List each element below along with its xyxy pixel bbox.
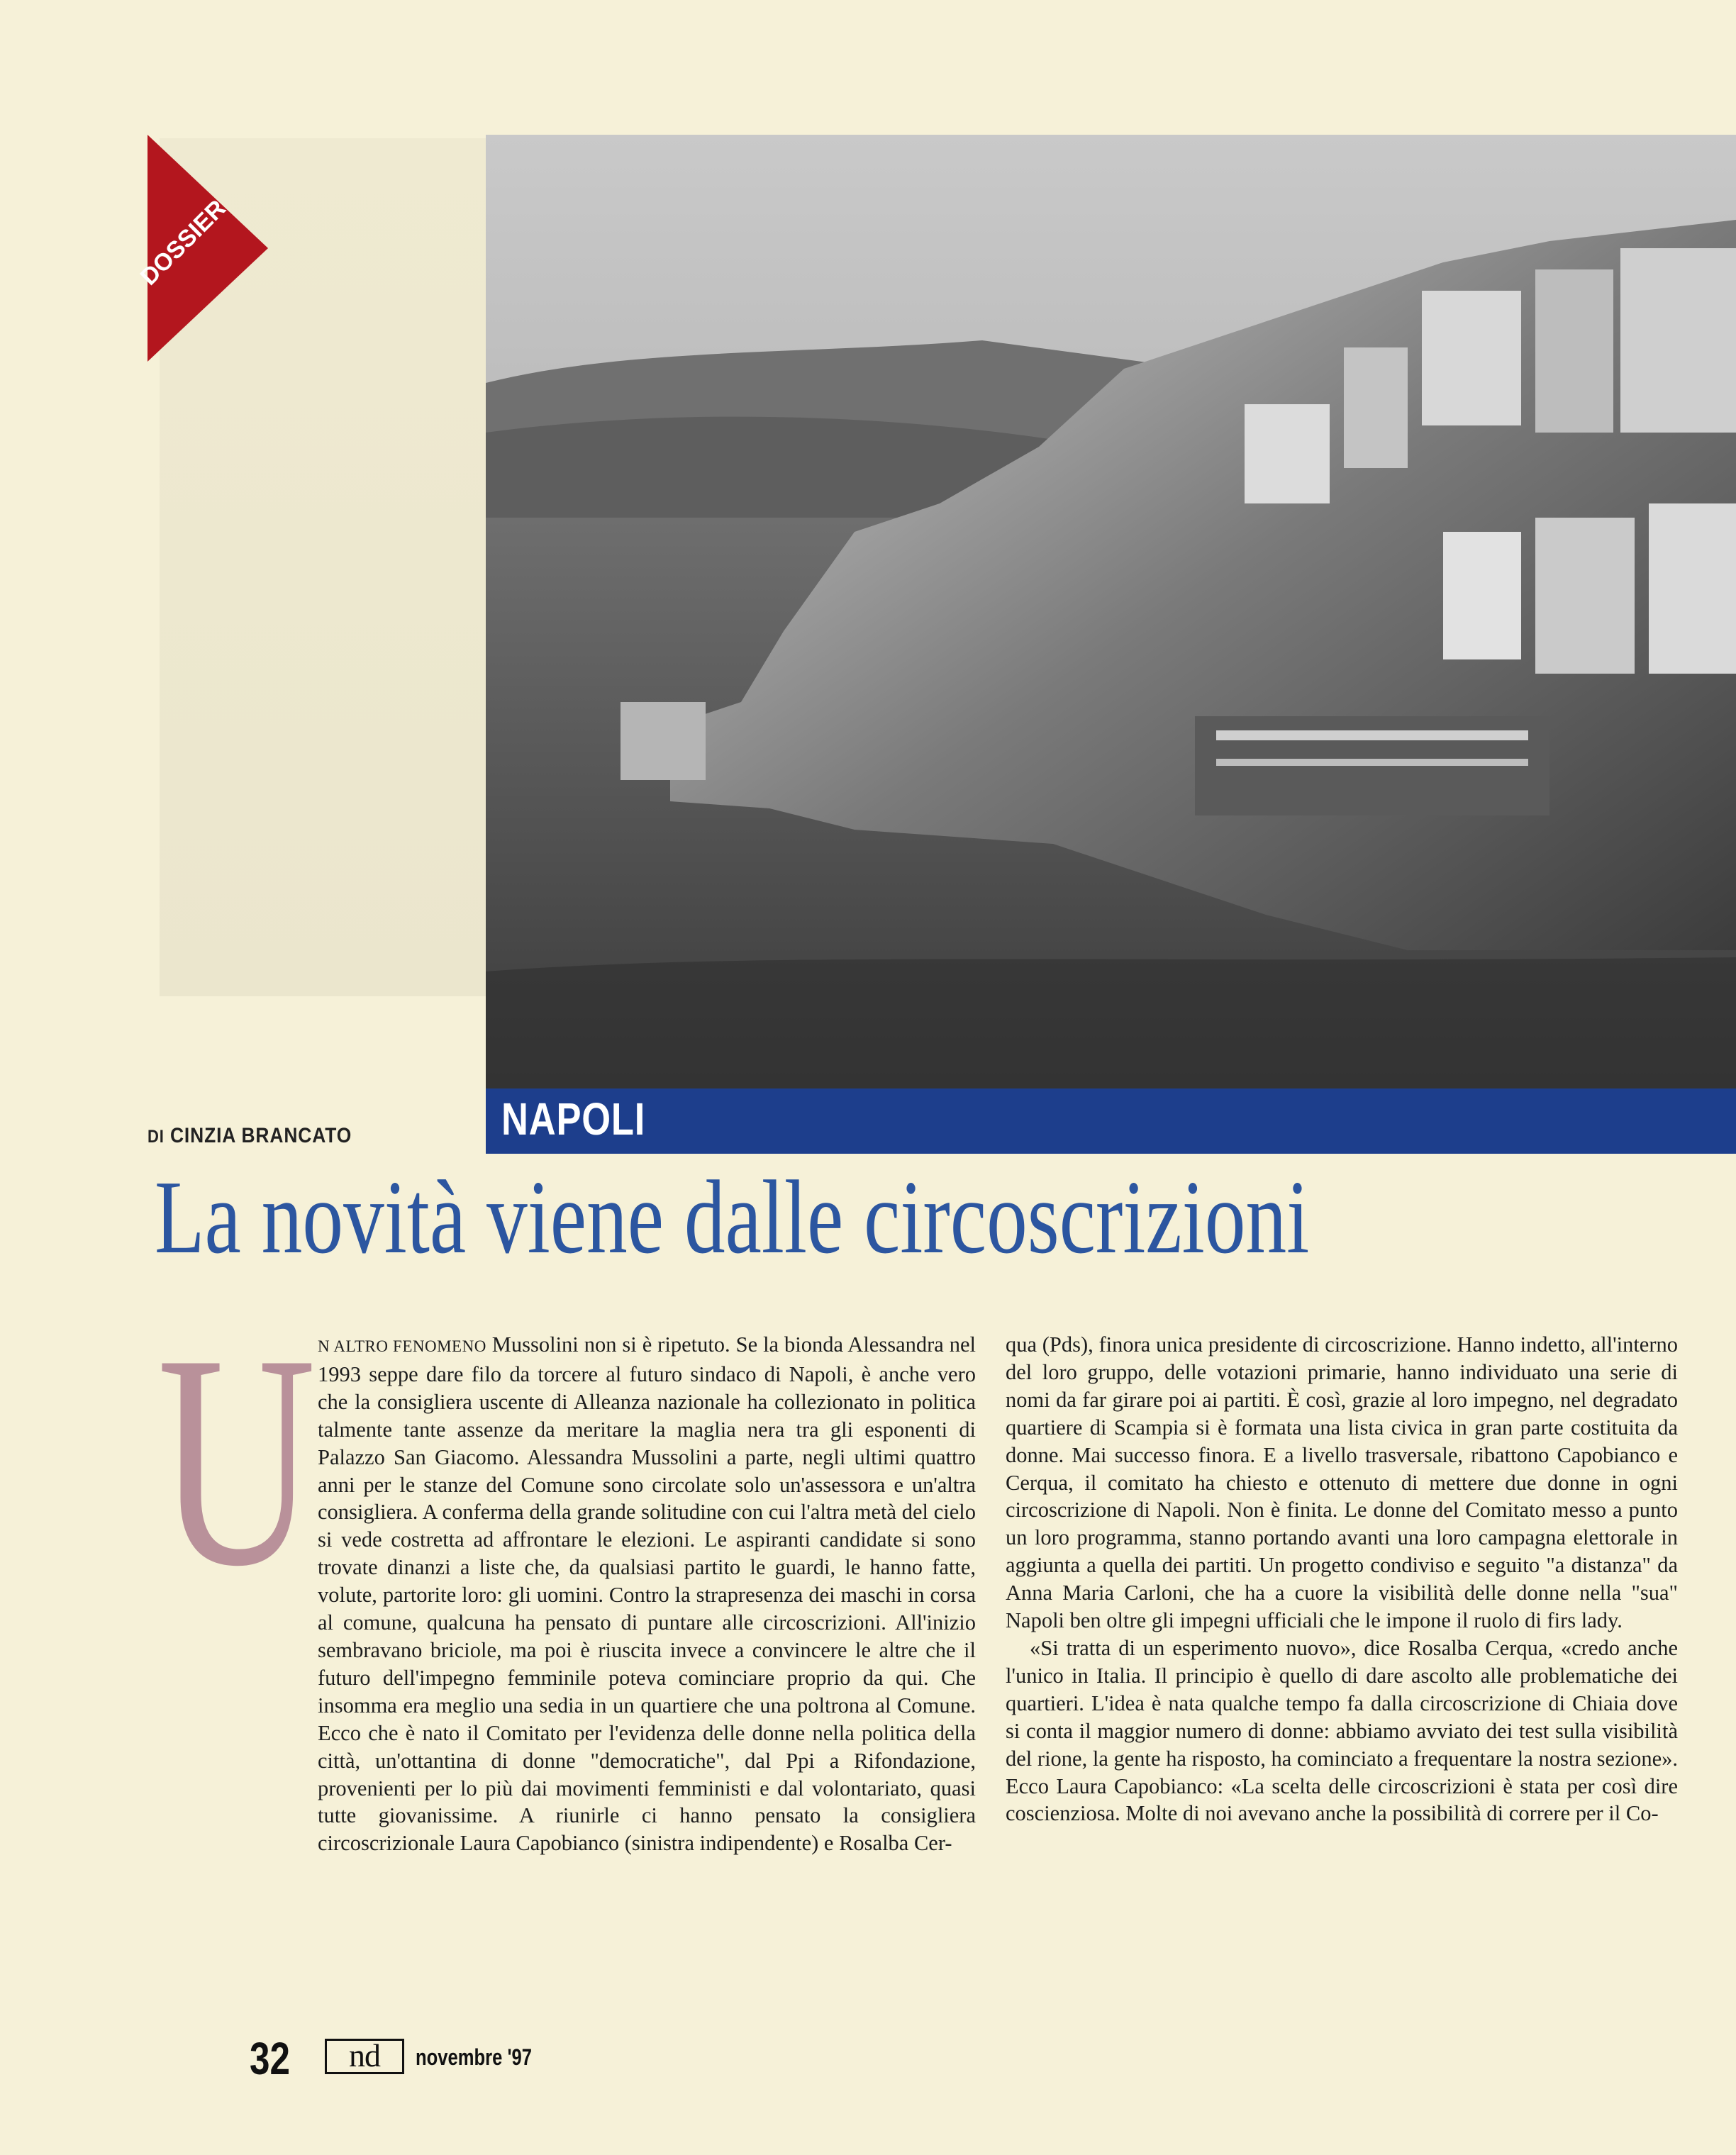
city-label: NAPOLI [501,1093,646,1145]
column-2-paragraph-1: qua (Pds), finora unica presidente di circoscrizione. Hanno indetto, all'interno del loro gruppo, delle votazioni primarie, hanno individuato una serie di nomi da far girare poi ai partiti. È così, grazie al loro impegno, nel degradato quartiere di Scampia si è formata una lista civica in gran parte costituita da donne. Mai successo finora. E a livello trasversale, ribattono Capobianco e Cerqua, il comitato ha chiesto e ottenuto di mettere due donne in ogni circoscrizione di Napoli. Non è finita. Le donne del Comitato messo a punto un loro programma, stanno portando avanti una loro campagna elettorale in aggiunta a quella dei partiti. Un progetto condiviso e seguito "a distanza" da Anna Maria Carloni, che ha a cuore la visibilità delle donne nella "sua" Napoli ben oltre gli impegni ufficiali che le impone il ruolo di firs lady. [1006,1332,1678,1633]
drop-cap: U [157,1292,316,1630]
byline [148,1124,352,1148]
article-column-2 [1006,1331,1678,1827]
headline: La novità viene dalle circoscrizioni [155,1159,1310,1276]
dossier-triangle-icon [135,135,268,362]
column-1-text: Mussolini non si è ripetuto. Se la bionda Alessandra nel 1993 seppe dare filo da torcere al futuro sindaco di Napoli, è anche vero che la consigliera uscente di Alleanza nazionale ha collezionato in politica talmente tante assenze da meritare la maglia nera tra gli esponenti di Palazzo San Giacomo. Alessandra Mussolini a parte, negli ultimi quattro anni per le stanze del Comune sono circolate solo un'assessora e un'altra consigliera. A conferma della grande solitudine con cui l'altra metà del cielo si vede costretta ad affrontare le elezioni. Le aspiranti candidate si sono trovate dinanzi a liste che, da qualsiasi partito le guardi, le hanno fatte, volute, partorite loro: gli uomini. Contro la strapresenza dei maschi in corsa al comune, qualcuna ha pensato di puntare alle circoscrizioni. All'inizio sembravano briciole, ma poi è riuscita invece a convincere le altre che il futuro dell'impegno femminile poteva cominciare proprio da qui. Che insomma era meglio una sedia in un quartiere che una poltrona al Comune. Ecco che è nato il Comitato per l'evidenza delle donne nella politica della città, un'ottantina di donne "democratiche", dal Ppi a Rifondazione, provenienti per lo più dai movimenti femministi e dal volontariato, quasi tutte giovanissime. A riunirle ci hanno pensato la consigliera circoscrizionale Laura Capobianco (sinistra indipendente) e Rosalba Cer- [318,1332,976,1856]
coastline-photo [486,135,1736,1088]
city-banner [486,1088,1736,1154]
lead-in-text: N ALTRO FENOMENO [318,1337,486,1355]
byline-prefix: DI [148,1127,165,1147]
issue-date: novembre '97 [416,2044,533,2070]
dossier-label: DOSSIER [135,194,231,291]
page-number: 32 [250,2033,290,2084]
byline-author: CINZIA BRANCATO [169,1124,352,1147]
column-2-paragraph-2: «Si tratta di un esperimento nuovo», dice Rosalba Cerqua, «credo anche l'unico in Italia. Il principio è quello di dare ascolto alle problematiche dei quartieri. L'idea è nata qualche tempo fa dalla circoscrizione di Chiaia dove si conta il maggior numero di donne: abbiamo avviato dei test sulla visibilità del rione, la gente ha risposto, ha cominciato a frequentare la nostra sezione». Ecco Laura Capobianco: «La scelta delle circoscrizioni è stata per così dire coscienziosa. Molte di noi avevano anche la possibilità di correre per il Co- [1006,1635,1678,1826]
article-column-1 [318,1331,976,1857]
dossier-tag [135,135,268,362]
column-1-paragraph [318,1331,976,1857]
magazine-logo: nd [325,2039,404,2074]
